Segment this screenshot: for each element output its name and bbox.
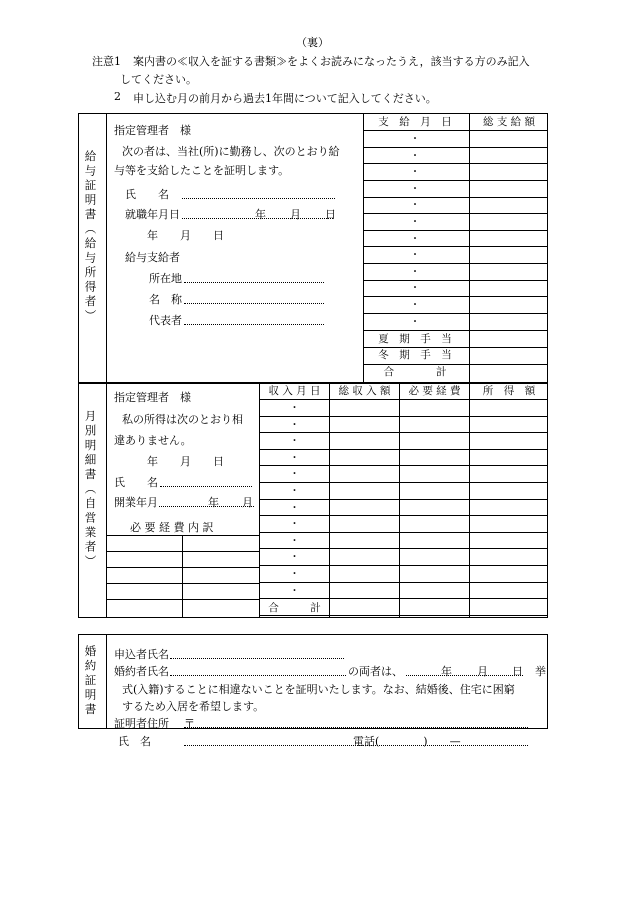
month-separator-dot: ・ (409, 299, 421, 311)
grid-line (363, 113, 364, 382)
marriage-statement-2: するため入居を希望します。 (122, 700, 265, 713)
marriage-certificate-label: 婚約証明書 (83, 645, 98, 718)
month-separator-dot: ・ (409, 199, 421, 212)
self-name-field[interactable] (160, 486, 252, 487)
month-separator-dot: ・ (409, 265, 421, 278)
salary-statement-1: 次の者は、当社(所)に勤務し、次のとおり給 (122, 145, 340, 158)
salary-col-amount-header: 総 支 給 額 (482, 116, 535, 128)
payer-company-field[interactable] (184, 303, 324, 304)
grid-line (182, 535, 183, 618)
month-separator-dot: ・ (289, 435, 300, 447)
certifier-address-field[interactable] (184, 727, 528, 728)
employee-name-field[interactable] (182, 198, 335, 199)
fiance-name-field[interactable] (170, 675, 346, 676)
payer-company-label: 名 称 (149, 293, 182, 306)
business-start-field[interactable] (159, 506, 254, 507)
employment-year: 年 (255, 208, 266, 221)
month-separator-dot: ・ (289, 402, 300, 414)
note-1-continued: してください。 (120, 73, 197, 86)
fiance-name-label: 婚約者氏名 (114, 665, 169, 678)
month-separator-dot: ・ (409, 216, 421, 228)
note-1-label: 注意1 (92, 55, 121, 68)
month-separator-dot: ・ (409, 282, 421, 295)
salary-total-label: 合 計 (383, 366, 447, 378)
month-separator-dot: ・ (289, 535, 300, 547)
month-separator-dot: ・ (289, 485, 300, 497)
self-col-date-header: 収 入 月 日 (268, 385, 321, 397)
business-start-month: 月 (242, 496, 253, 509)
applicant-name-field[interactable] (170, 658, 344, 659)
note-2-text: 申し込む月の前月から過去1年間について記入してください。 (133, 92, 437, 105)
self-col-income-header: 総 収 入 額 (338, 385, 391, 397)
month-separator-dot: ・ (409, 182, 421, 195)
self-col-expense-header: 必 要 経 費 (408, 385, 461, 397)
self-total-label: 合 計 (268, 602, 321, 614)
divider (106, 634, 107, 729)
certifier-name-label: 氏 名 (118, 735, 151, 748)
month-separator-dot: ・ (289, 452, 300, 464)
certification-date: 年 月 日 (147, 229, 224, 242)
applicant-name-label: 申込者氏名 (114, 648, 169, 661)
certifier-phone: 電話( ) — (353, 735, 461, 748)
self-statement-1: 私の所得は次のとおり相 (122, 413, 243, 426)
month-separator-dot: ・ (289, 502, 300, 514)
ceremony-text-start: 挙 (535, 665, 546, 678)
employment-date-label: 就職年月日 (125, 208, 180, 221)
grid-line (469, 113, 470, 382)
employee-name-label: 氏 名 (125, 188, 169, 201)
note-2-label: 2 (114, 90, 121, 103)
month-separator-dot: ・ (289, 551, 300, 563)
certifier-address-label: 証明者住所 (114, 717, 169, 730)
self-name-label: 氏 名 (114, 476, 158, 489)
month-separator-dot: ・ (289, 468, 300, 480)
self-employed-statement-label: 月別明細書（自営業者） (83, 410, 98, 570)
business-start-year: 年 (208, 496, 219, 509)
wedding-date-field[interactable] (406, 675, 523, 676)
payer-address-field[interactable] (184, 282, 324, 283)
employment-day: 日 (325, 208, 336, 221)
self-certification-date: 年 月 日 (147, 455, 224, 468)
wedding-day: 日 (512, 665, 523, 678)
payer-representative-label: 代表者 (149, 314, 182, 327)
salary-certificate-label: 給与証明書（給与所得者） (83, 150, 98, 324)
month-separator-dot: ・ (289, 585, 300, 597)
wedding-year: 年 (441, 665, 452, 678)
wedding-month: 月 (477, 665, 488, 678)
month-separator-dot: ・ (409, 315, 421, 328)
month-separator-dot: ・ (409, 133, 421, 145)
month-separator-dot: ・ (409, 149, 421, 162)
month-separator-dot: ・ (289, 568, 300, 580)
salary-statement-2: 与等を支給したことを証明します。 (114, 164, 290, 177)
payer-representative-field[interactable] (184, 324, 324, 325)
postal-mark: 〒 (184, 717, 195, 730)
winter-bonus-label: 冬 期 手 当 (378, 349, 452, 361)
month-separator-dot: ・ (289, 419, 300, 431)
payer-label: 給与支給者 (125, 251, 180, 264)
self-statement-2: 違ありません。 (114, 434, 192, 447)
payer-address-label: 所在地 (149, 272, 182, 285)
expense-breakdown-title: 必 要 経 費 内 訳 (130, 521, 214, 534)
month-separator-dot: ・ (409, 232, 421, 245)
business-start-label: 開業年月 (114, 496, 158, 509)
month-separator-dot: ・ (289, 518, 300, 530)
salary-addressee: 指定管理者 様 (114, 124, 191, 137)
employment-month: 月 (290, 208, 301, 221)
self-col-profit-header: 所 得 額 (482, 385, 536, 397)
page-title: （裏） (296, 36, 329, 49)
note-1-text: 案内書の≪収入を証する書類≫をよくお読みになったうえ，該当する方のみ記入 (133, 55, 530, 68)
self-addressee: 指定管理者 様 (114, 391, 191, 404)
salary-col-date-header: 支 給 月 日 (378, 116, 452, 128)
summer-bonus-label: 夏 期 手 当 (378, 333, 452, 345)
divider (106, 113, 107, 618)
both-parties-text: の両者は、 (348, 665, 403, 678)
month-separator-dot: ・ (409, 249, 421, 262)
marriage-statement-1: 式(入籍)することに相違ないことを証明いたします。なお、結婚後、住宅に困窮 (122, 683, 515, 696)
month-separator-dot: ・ (409, 166, 421, 179)
